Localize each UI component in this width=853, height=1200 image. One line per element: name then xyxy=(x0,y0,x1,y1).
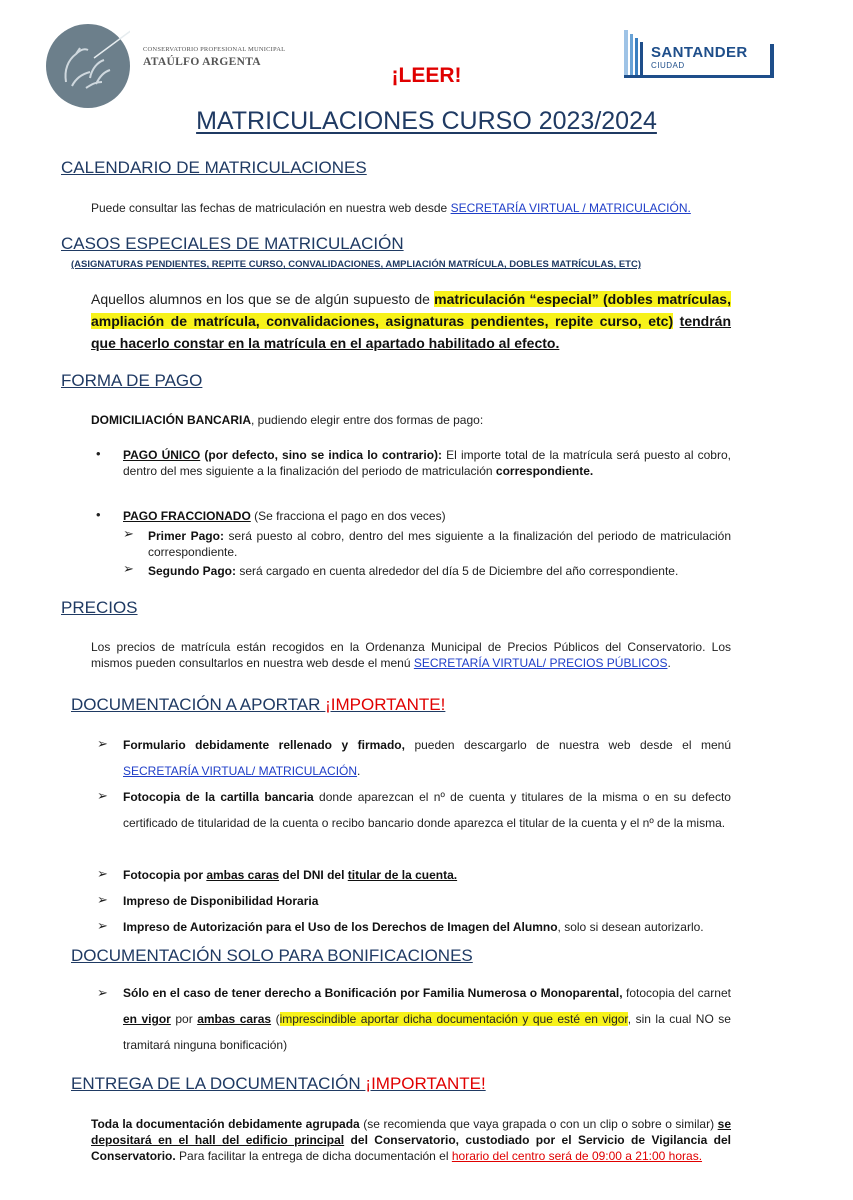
delivery-t2: Para facilitar la entrega de dicha documentación el xyxy=(175,1149,452,1163)
payment-intro-bold: DOMICILIACIÓN BANCARIA xyxy=(91,413,251,427)
split-payment-note: (Se fracciona el pago en dos veces) xyxy=(250,509,446,523)
special-cases-text-pre: Aquellos alumnos en los que se de algún supuesto de xyxy=(91,291,435,307)
special-cases-highlight: matriculación “especial” (dobles matrículas, ampliación de matrícula, convalidaciones, asignaturas pendientes, repite curso, etc) xyxy=(91,291,731,329)
doc-item-form-end: . xyxy=(357,764,361,778)
single-payment-text: El importe total de la matrícula será puesto al cobro, dentro del mes siguiente a la finalización del periodo de matriculación xyxy=(123,448,731,478)
prices-text-body: Los precios de matrícula están recogidos en la Ordenanza Municipal de Precios Públicos del Conservatorio. Los mismos pueden consultarlos en nuestra web desde el menú xyxy=(91,640,731,670)
doc-item-form-text: pueden descargarlo de nuestra web desde el menú xyxy=(404,738,731,752)
single-payment-note: (por defecto, sino se indica lo contrario): xyxy=(200,448,443,462)
single-payment-label: PAGO ÚNICO xyxy=(123,448,201,462)
city-sub: CIUDAD xyxy=(651,61,685,70)
arrow-bullet-icon: ➢ xyxy=(123,561,134,576)
conservatory-name: ATAÚLFO ARGENTA xyxy=(143,56,261,68)
calendar-heading: CALENDARIO DE MATRICULACIONES xyxy=(61,158,367,177)
bullet-icon: • xyxy=(96,446,101,461)
doc-item-dni-d: titular de la cuenta. xyxy=(347,868,458,882)
arrow-bullet-icon: ➢ xyxy=(97,892,108,907)
conservatory-label: CONSERVATORIO PROFESIONAL MUNICIPAL xyxy=(143,46,286,53)
first-payment-item xyxy=(148,528,731,560)
payment-intro-rest: , pudiendo elegir entre dos formas de pago: xyxy=(251,413,484,427)
discounts-t4: , sin la cual NO se tramitará ninguna bonificación) xyxy=(123,1012,731,1052)
documentation-heading-text: DOCUMENTACIÓN A APORTAR xyxy=(71,695,326,714)
discounts-highlight: imprescindible aportar dicha documentación y que esté en vigor xyxy=(279,1012,628,1026)
split-payment-label: PAGO FRACCIONADO xyxy=(123,509,251,523)
prices-text-end: . xyxy=(667,656,671,670)
special-cases-heading: CASOS ESPECIALES DE MATRICULACIÓN xyxy=(61,234,404,253)
delivery-heading xyxy=(71,1074,486,1094)
special-cases-text xyxy=(91,288,731,354)
first-payment-text: será puesto al cobro, dentro del mes siguiente a la finalización del periodo de matriculación correspondiente. xyxy=(148,529,731,559)
doc-item-dni-c: del DNI del xyxy=(279,868,348,882)
doc-item-image-rights-bold: Impreso de Autorización para el Uso de los Derechos de Imagen del Alumno xyxy=(123,920,558,934)
doc-item-image-rights xyxy=(123,919,743,935)
discounts-t2: por xyxy=(170,1012,198,1026)
prices-heading: PRECIOS xyxy=(61,598,138,617)
split-payment-item xyxy=(123,508,731,524)
delivery-text xyxy=(91,1116,731,1164)
delivery-u1: se depositará en el hall del edificio principal xyxy=(91,1117,731,1147)
page-title: MATRICULACIONES CURSO 2023/2024 xyxy=(196,107,657,135)
delivery-t1: (se recomienda que vaya grapada o con un clip o sobre o similar) xyxy=(359,1117,718,1131)
arrow-bullet-icon: ➢ xyxy=(97,866,108,881)
city-brand: SANTANDER xyxy=(651,44,748,61)
second-payment-item xyxy=(148,563,731,579)
discounts-t1: fotocopia del carnet xyxy=(622,986,731,1000)
doc-item-form-link[interactable]: SECRETARÍA VIRTUAL/ MATRICULACIÓN xyxy=(123,764,358,778)
discounts-bold: Sólo en el caso de tener derecho a Bonificación por Familia Numerosa o Monoparental, xyxy=(123,986,623,1000)
doc-item-bank xyxy=(123,784,731,836)
arrow-bullet-icon: ➢ xyxy=(97,788,108,803)
delivery-heading-text: ENTREGA DE LA DOCUMENTACIÓN xyxy=(71,1074,366,1093)
special-cases-text-post: tendrán que hacerlo constar en la matrícula en el apartado habilitado al efecto. xyxy=(91,313,732,351)
calendar-text xyxy=(91,200,771,216)
arrow-bullet-icon: ➢ xyxy=(97,985,108,1000)
arrow-bullet-icon: ➢ xyxy=(97,736,108,751)
documentation-heading-alert: ¡IMPORTANTE! xyxy=(325,695,446,714)
read-alert: ¡LEER! xyxy=(391,64,462,87)
prices-text xyxy=(91,639,731,671)
doc-item-dni-b: ambas caras xyxy=(206,868,280,882)
first-payment-label: Primer Pago: xyxy=(148,529,224,543)
doc-item-dni-a: Fotocopia por xyxy=(123,868,207,882)
payment-intro xyxy=(91,412,731,428)
calendar-link[interactable]: SECRETARÍA VIRTUAL / MATRICULACIÓN. xyxy=(450,201,691,215)
discounts-heading: DOCUMENTACIÓN SOLO PARA BONIFICACIONES xyxy=(71,946,473,965)
doc-item-bank-bold: Fotocopia de la cartilla bancaria xyxy=(123,790,314,804)
discounts-u2: ambas caras xyxy=(197,1012,272,1026)
doc-item-bank-text: donde aparezcan el nº de cuenta y titulares de la misma o en su defecto certificado de titularidad de la cuenta o recibo bancario donde aparezca el titular de la cuenta y el nº de la misma. xyxy=(123,790,731,830)
delivery-bold1: Toda la documentación debidamente agrupada xyxy=(91,1117,360,1131)
delivery-heading-alert: ¡IMPORTANTE! xyxy=(365,1074,486,1093)
single-payment-item xyxy=(123,447,731,479)
discounts-t3: ( xyxy=(271,1012,280,1026)
doc-item-form xyxy=(123,732,731,784)
calendar-text-body: Puede consultar las fechas de matriculación en nuestra web desde xyxy=(91,201,451,215)
prices-link[interactable]: SECRETARÍA VIRTUAL/ PRECIOS PÚBLICOS xyxy=(413,656,668,670)
arrow-bullet-icon: ➢ xyxy=(123,526,134,541)
doc-item-schedule-text: Impreso de Disponibilidad Horaria xyxy=(123,894,319,908)
doc-item-schedule xyxy=(123,893,731,909)
second-payment-label: Segundo Pago: xyxy=(148,564,236,578)
doc-item-image-rights-text: , solo si desean autorizarlo. xyxy=(557,920,704,934)
doc-item-dni xyxy=(123,867,731,883)
special-cases-subheading: (ASIGNATURAS PENDIENTES, REPITE CURSO, CONVALIDACIONES, AMPLIACIÓN MATRÍCULA, DOBLES MATRÍCULAS, ETC) xyxy=(71,259,642,270)
discounts-u1: en vigor xyxy=(123,1012,171,1026)
documentation-heading xyxy=(71,695,445,715)
single-payment-end: correspondiente. xyxy=(495,464,594,478)
arrow-bullet-icon: ➢ xyxy=(97,918,108,933)
delivery-bold2: del Conservatorio, custodiado por el Servicio de Vigilancia del Conservatorio. xyxy=(91,1133,731,1163)
doc-item-form-bold: Formulario debidamente rellenado y firmado, xyxy=(123,738,405,752)
discounts-text xyxy=(123,980,731,1058)
second-payment-text: será cargado en cuenta alrededor del día 5 de Diciembre del año correspondiente. xyxy=(236,564,679,578)
bullet-icon: • xyxy=(96,507,101,522)
delivery-hours: horario del centro será de 09:00 a 21:00 horas. xyxy=(451,1149,703,1163)
payment-heading: FORMA DE PAGO xyxy=(61,371,203,390)
